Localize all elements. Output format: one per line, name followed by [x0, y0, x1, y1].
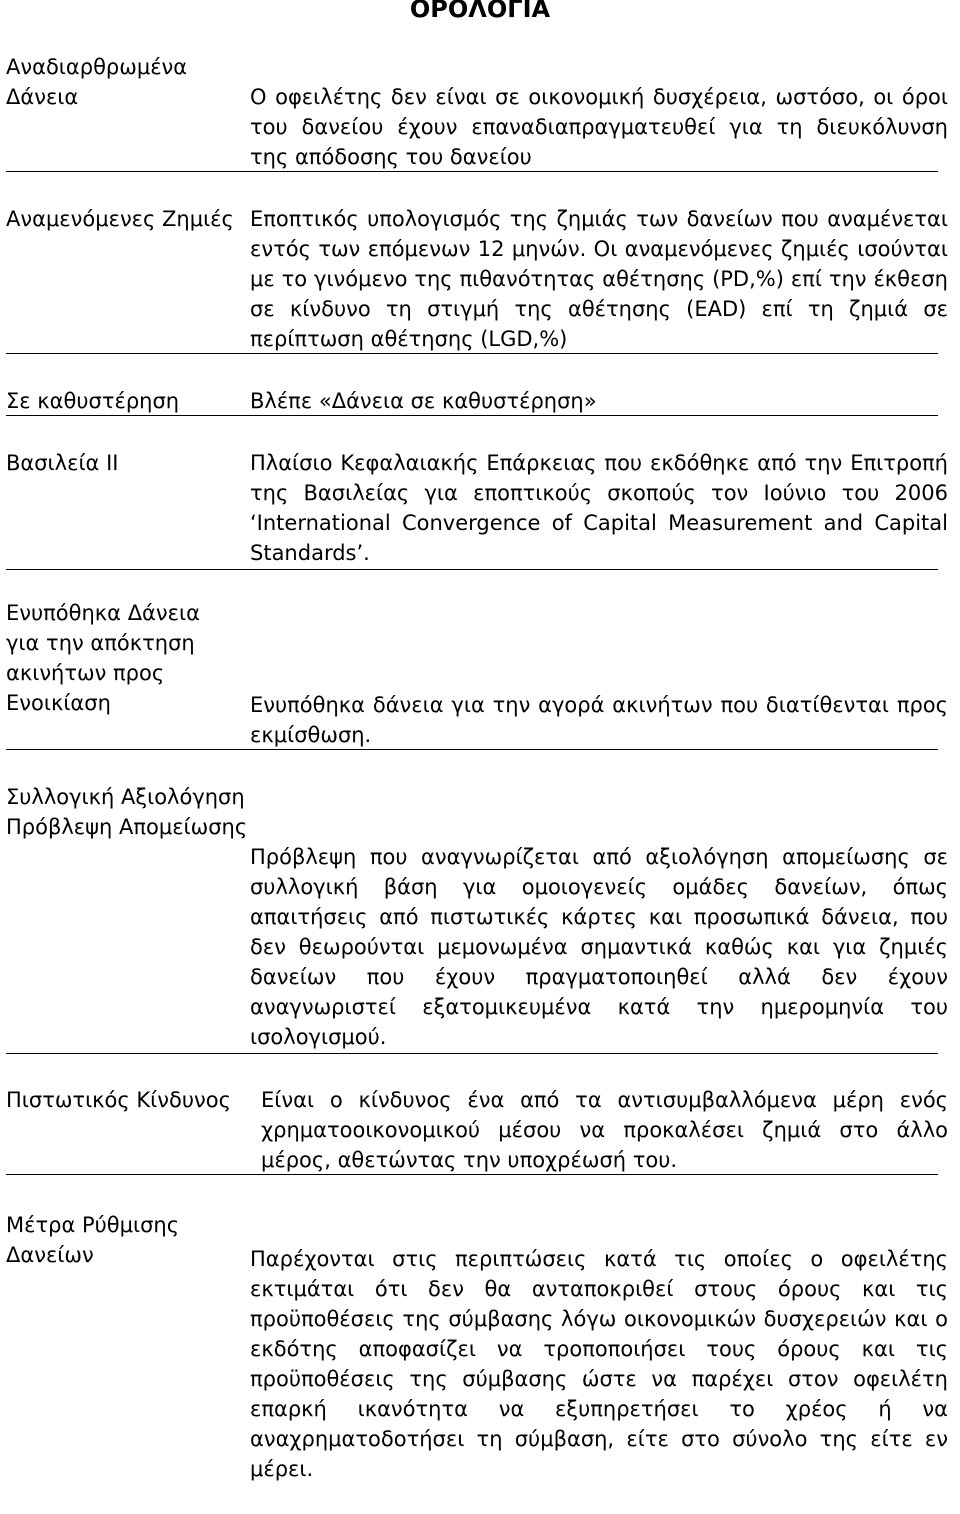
- divider: [6, 749, 938, 750]
- glossary-definition-buy-to-let-mortgages: Ενυπόθηκα δάνεια για την αγορά ακινήτων που διατίθενται προς εκμίσθωση.: [250, 693, 948, 747]
- glossary-definition-credit-risk: Είναι ο κίνδυνος ένα από τα αντισυμβαλλόμενα μέρη ενός χρηματοοικονομικού μέσου να προκαλέσει ζημιά στο άλλο μέρος, αθετώντας την υποχρέωσή του.: [261, 1088, 948, 1172]
- glossary-definition-past-due: Βλέπε «Δάνεια σε καθυστέρηση»: [250, 389, 597, 413]
- glossary-definition-basel-ii: Πλαίσιο Κεφαλαιακής Επάρκειας που εκδόθηκε από την Επιτροπή της Βασιλείας για εποπτικούς σκοπούς τον Ιούνιο του 2006 ‘International Convergence of Capital Measurement and Capital Standards’.: [250, 451, 948, 565]
- glossary-definition-expected-losses: Εποπτικός υπολογισμός της ζημιάς των δανείων που αναμένεται εντός των επόμενων 12 μηνών. Οι αναμενόμενες ζημιές ισούνται με το γινόμενο της πιθανότητας αθέτησης (PD,%) επί την έκθεση σε κίνδυνο τη στιγμή της αθέτησης (EAD) επί τη ζημιά σε περίπτωση αθέτησης (LGD,%): [250, 207, 948, 351]
- glossary-term-credit-risk: Πιστωτικός Κίνδυνος: [6, 1088, 231, 1112]
- glossary-term-restructured-loans: Αναδιαρθρωμένα Δάνεια: [6, 55, 188, 109]
- glossary-term-past-due: Σε καθυστέρηση: [6, 389, 180, 413]
- glossary-definition-loan-forbearance: Παρέχονται στις περιπτώσεις κατά τις οποίες ο οφειλέτης εκτιμάται ότι δεν θα ανταποκριθεί στους όρους και τις προϋποθέσεις της σύμβασης λόγω οικονομικών δυσχερειών και ο εκδότης αποφασίζει να τροποποιήσει τους όρους και τις προϋποθέσεις της σύμβασης ώστε να παρέχει στον οφειλέτη επαρκή ικανότητα να εξυπηρετήσει το χρέος ή να αναχρηματοδοτήσει τη σύμβαση, είτε στο σύνολο της είτε εν μέρει.: [250, 1247, 948, 1481]
- glossary-definition-restructured-loans: Ο οφειλέτης δεν είναι σε οικονομική δυσχέρεια, ωστόσο, οι όροι του δανείου έχουν επαναδιαπραγματευθεί για τη διευκόλυνση της απόδοσης του δανείου: [250, 85, 948, 169]
- glossary-term-loan-forbearance: Μέτρα Ρύθμισης Δανείων: [6, 1213, 180, 1267]
- divider: [6, 1053, 938, 1054]
- divider: [6, 353, 938, 354]
- glossary-definition-collective-impairment: Πρόβλεψη που αναγνωρίζεται από αξιολόγηση απομείωσης σε συλλογική βάση για ομοιογενείς ομάδες δανείων, όπως απαιτήσεις από πιστωτικές κάρτες και προσωπικά δάνεια, που δεν θεωρούνται μεμονωμένα σημαντικά καθώς και για ζημιές δανείων που έχουν πραγματοποιηθεί αλλά δεν έχουν αναγνωριστεί εξατομικευμένα κατά την ημερομηνία του ισολογισμού.: [250, 845, 948, 1049]
- glossary-term-collective-impairment: Συλλογική Αξιολόγηση Πρόβλεψη Απομείωσης: [6, 785, 248, 839]
- glossary-term-basel-ii: Βασιλεία ΙΙ: [6, 451, 119, 475]
- glossary-term-expected-losses: Αναμενόμενες Ζημιές: [6, 207, 234, 231]
- divider: [6, 171, 938, 172]
- divider: [6, 569, 938, 570]
- divider: [6, 415, 938, 416]
- page-title: ΟΡΟΛΟΓΙΑ: [409, 0, 551, 23]
- glossary-term-buy-to-let-mortgages: Ενυπόθηκα Δάνεια για την απόκτηση ακινήτων προς Ενοικίαση: [6, 601, 200, 715]
- divider: [6, 1174, 938, 1175]
